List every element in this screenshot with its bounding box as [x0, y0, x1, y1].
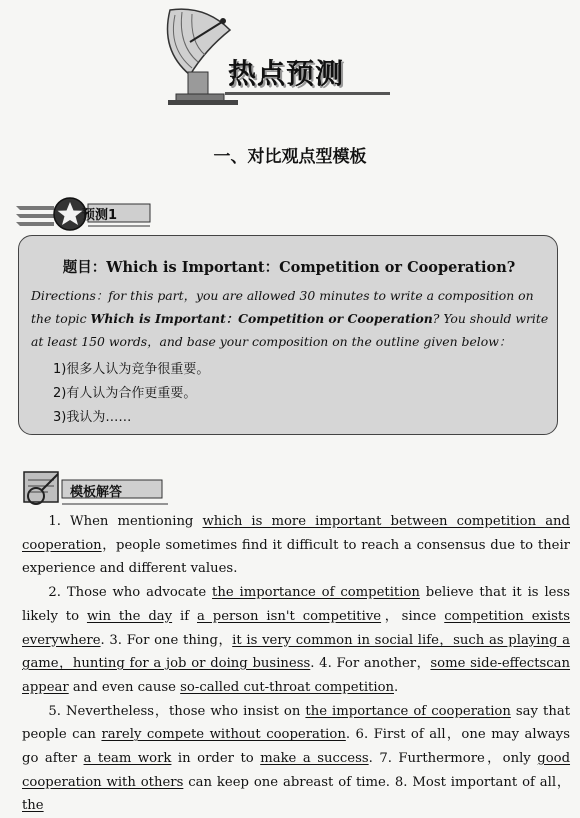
answer-body: [22, 510, 570, 818]
underlined-phrase: a team work: [83, 751, 172, 767]
text-run: 1. When mentioning: [48, 514, 203, 529]
text-run: .: [394, 679, 399, 695]
badge-template-label: 模板解答: [70, 485, 123, 500]
header-title: 热点预测: [228, 57, 345, 90]
text-run: . 7. Furthermore，only: [368, 751, 538, 767]
text-run: . 3. For one thing，: [100, 632, 233, 648]
paragraph-3: [22, 700, 570, 818]
text-run: if: [172, 608, 197, 624]
badge-prediction-label: 预测1: [82, 208, 118, 223]
paragraph-2: [22, 581, 570, 700]
text-run: in order to: [171, 751, 261, 767]
section-title: 一、对比观点型模板: [213, 147, 367, 167]
underlined-phrase: make a success: [260, 751, 369, 767]
directions-part2: ? You should write at least 150 words，and base your composition on the outline given below：: [31, 311, 549, 349]
text-run: and even cause: [68, 679, 181, 695]
underlined-phrase: competition exists everywhere: [22, 608, 570, 648]
directions-text: [31, 284, 551, 353]
text-run: say that people can: [22, 703, 570, 743]
outline-item-3: 3)我认为……: [53, 410, 132, 425]
underlined-phrase: the importance of cooperation: [305, 703, 511, 719]
directions-topic: Which is Important：Competition or Cooperation: [90, 311, 433, 326]
text-run: . 6. First of all，one may always go after: [22, 727, 570, 767]
text-run: can keep one abreast of time. 8. Most important of all，: [183, 774, 571, 790]
header-underline: [225, 92, 390, 95]
question-box: [18, 235, 558, 435]
underlined-phrase: the: [22, 798, 44, 814]
outline-item-1: 1)很多人认为竞争很重要。: [53, 362, 210, 377]
text-run: 5. Nevertheless，those who insist on: [48, 703, 306, 719]
underlined-phrase: the importance of competition: [212, 585, 420, 601]
paragraph-1: [22, 510, 570, 581]
underlined-phrase: win the day: [86, 608, 173, 624]
underlined-phrase: rarely compete without cooperation: [101, 727, 346, 743]
outline-item-2: 2)有人认为合作更重要。: [53, 386, 197, 401]
underlined-phrase: some side-effectscan appear: [22, 656, 571, 695]
underlined-phrase: a person isn't competitive: [197, 608, 382, 624]
underlined-phrase: good cooperation with others: [22, 751, 571, 790]
text-run: ，people sometimes find it difficult to reach a consensus due to their experience and different values.: [22, 537, 570, 577]
underlined-phrase: so-called cut-throat competition: [180, 679, 395, 695]
text-run: believe that it is less likely to: [22, 585, 571, 624]
topic-title: 题目：Which is Important：Competition or Cooperation?: [62, 259, 516, 276]
underlined-phrase: it is very common in social life，such as playing a game，hunting for a job or doing business: [22, 632, 570, 672]
text-run: . 4. For another，: [310, 656, 431, 672]
underlined-phrase: which is more important between competition and cooperation: [22, 514, 570, 553]
directions-part1: Directions：for this part，you are allowed 30 minutes to write a composition on the topic: [31, 288, 534, 326]
text-run: ，since: [381, 608, 445, 624]
text-run: 2. Those who advocate: [48, 585, 213, 601]
